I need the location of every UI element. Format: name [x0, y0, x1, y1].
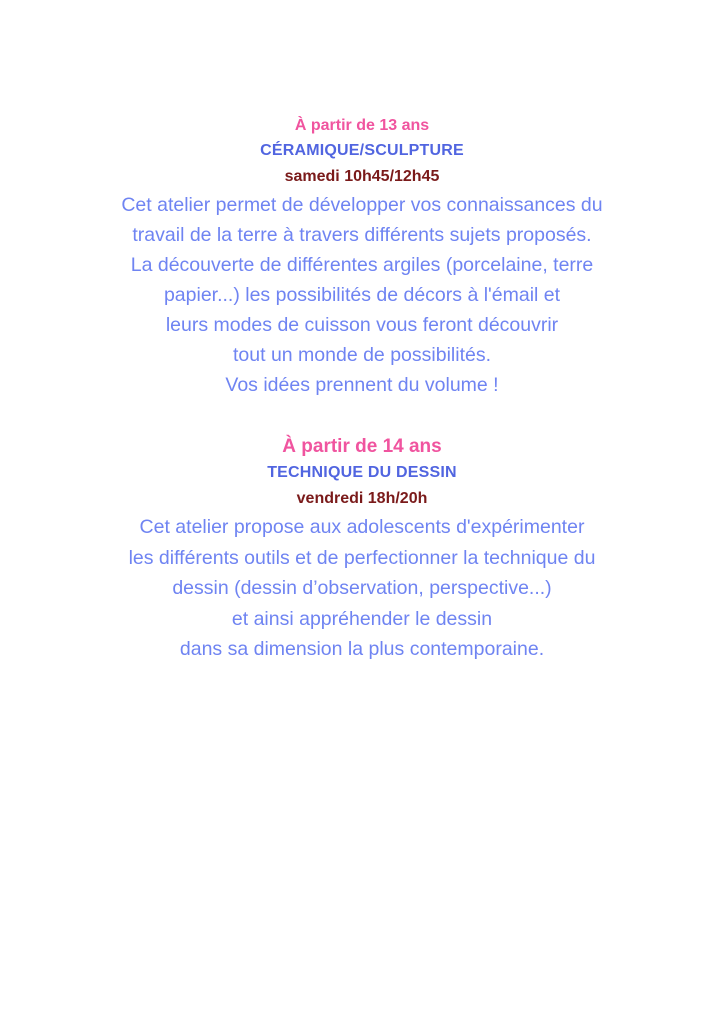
workshop-schedule: samedi 10h45/12h45 — [284, 168, 440, 185]
description-line: leurs modes de cuisson vous feront découvrir — [165, 314, 559, 336]
description-line: et ainsi appréhender le dessin — [231, 607, 493, 630]
workshop-schedule: vendredi 18h/20h — [296, 490, 428, 507]
age-requirement: À partir de 14 ans — [282, 436, 442, 457]
description-line: dessin (dessin d’observation, perspective...) — [172, 577, 552, 599]
workshop-ceramique — [0, 114, 724, 400]
description-line: Cet atelier propose aux adolescents d'expérimenter — [139, 516, 585, 538]
description-line: dans sa dimension la plus contemporaine. — [179, 638, 545, 660]
description-line: Vos idées prennent du volume ! — [225, 374, 499, 396]
description-line: tout un monde de possibilités. — [233, 344, 491, 366]
age-requirement: À partir de 13 ans — [294, 117, 430, 134]
workshop-description — [0, 512, 724, 665]
description-line: Cet atelier permet de développer vos connaissances du — [121, 194, 603, 216]
description-line: La découverte de différentes argiles (porcelaine, terre — [130, 254, 594, 276]
workshop-title: CÉRAMIQUE/SCULPTURE — [260, 142, 464, 159]
description-line: travail de la terre à travers différents sujets proposés. — [132, 224, 592, 246]
description-line: papier...) les possibilités de décors à l'émail et — [163, 284, 561, 306]
workshop-description — [0, 190, 724, 400]
workshop-dessin — [0, 434, 724, 665]
description-line: les différents outils et de perfectionner la technique du — [128, 546, 596, 569]
workshop-title: TECHNIQUE DU DESSIN — [267, 464, 457, 481]
